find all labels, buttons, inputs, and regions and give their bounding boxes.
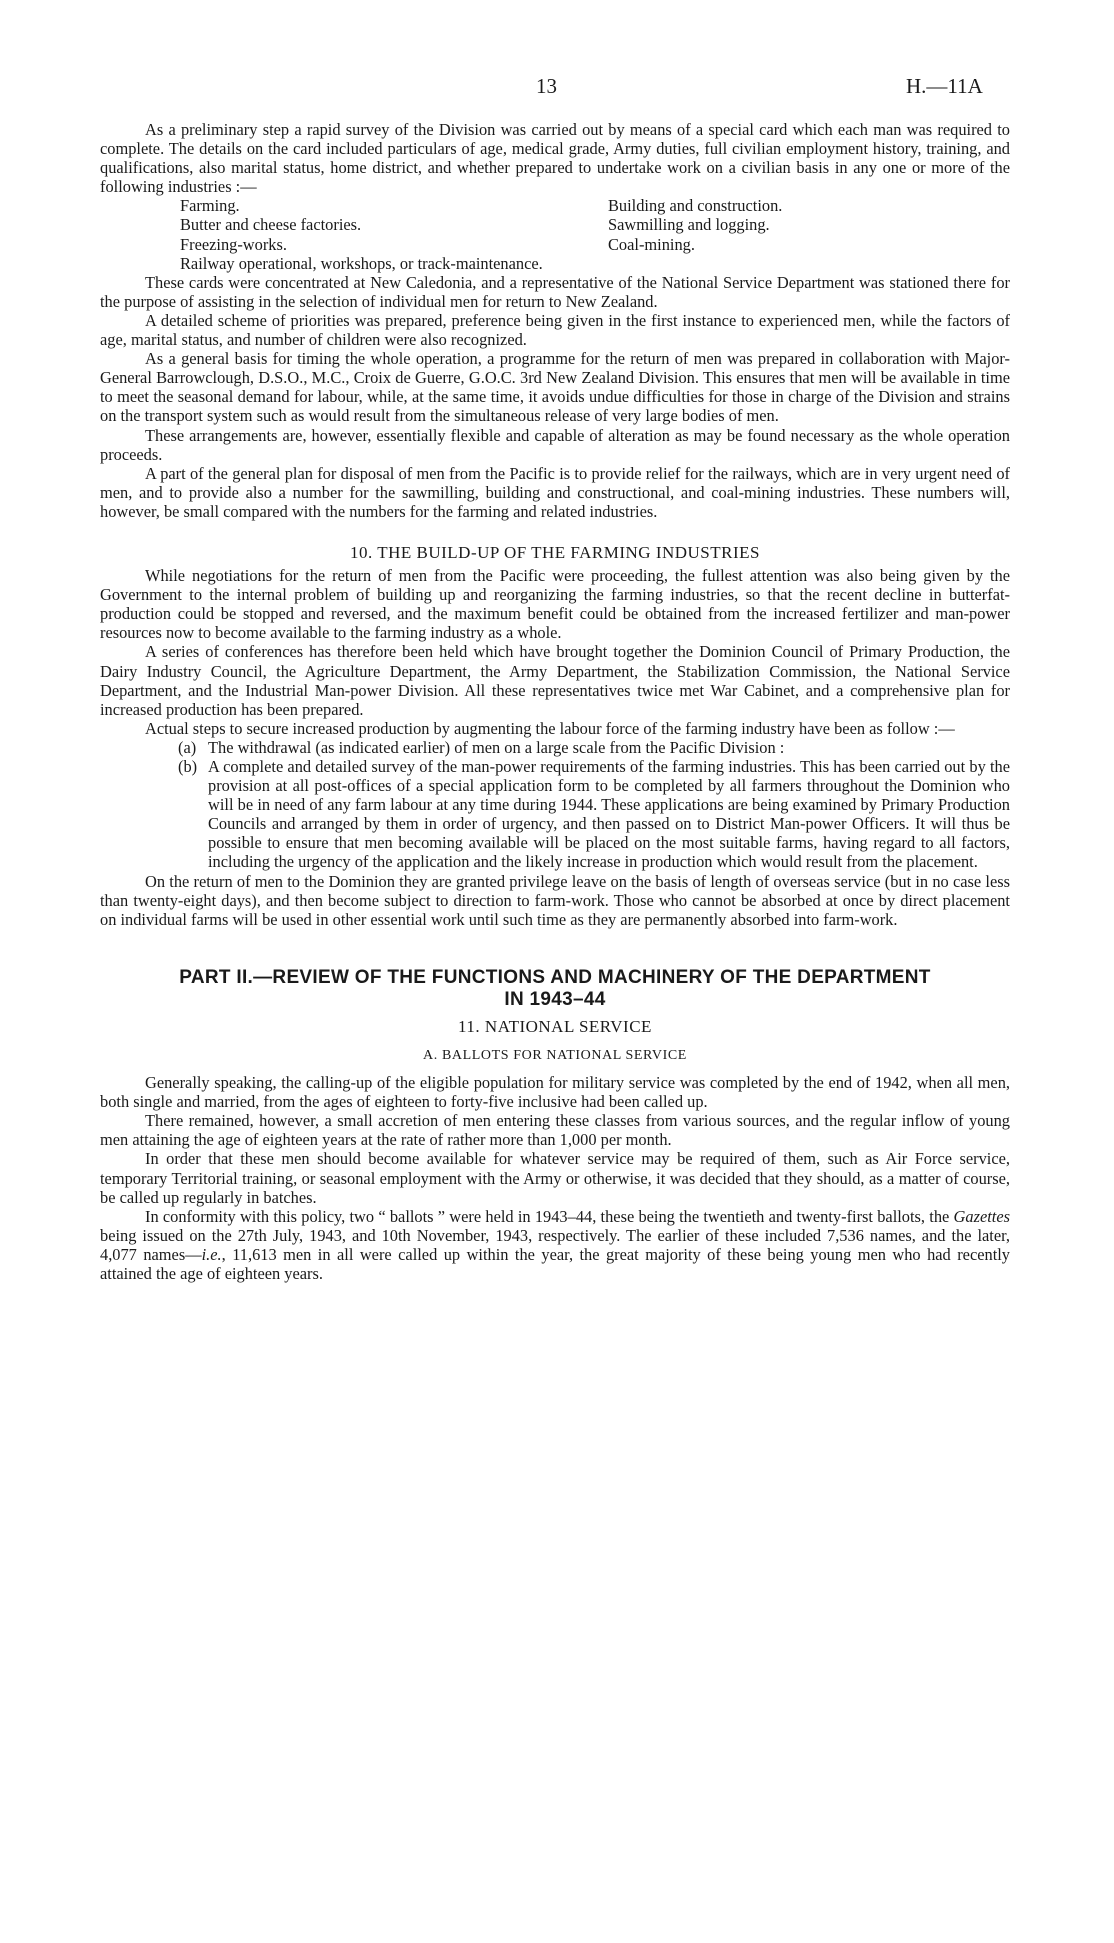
- industry-item: Butter and cheese factories.: [180, 215, 362, 235]
- page-number: 13: [536, 74, 557, 98]
- part-2-paragraph-2: There remained, however, a small accretion of men entering these classes from various sources, and the regular inflow of young men attaining the age of eighteen years at the rate of rather more than 1,000 per month.: [100, 1111, 1010, 1150]
- list-item-a: [178, 738, 1010, 757]
- industries-left-column: [100, 196, 600, 272]
- industry-item: Railway operational, workshops, or track-maintenance.: [180, 253, 543, 273]
- list-marker: (b): [178, 757, 198, 776]
- industries-list: [100, 196, 1010, 272]
- part-2-paragraph-1: Generally speaking, the calling-up of the eligible population for military service was completed by the end of 1942, when all men, both single and married, from the ages of eighteen to forty-five inclusive had been called up.: [100, 1073, 1010, 1112]
- text-run: , 11,613 men in all were called up within the year, the great majority of these being young men who had recently attained the age of eighteen years.: [100, 1244, 1010, 1283]
- intro-paragraph-3: A detailed scheme of priorities was prepared, preference being given in the first instance to experienced men, while the factors of age, marital status, and number of children were also recognized.: [100, 310, 1010, 350]
- intro-paragraph-2: These cards were concentrated at New Caledonia, and a representative of the National Service Department was stationed there for the purpose of assisting in the selection of individual men for return to New Zealand.: [100, 272, 1010, 311]
- industry-item: Freezing-works.: [180, 234, 287, 254]
- list-item-text: A complete and detailed survey of the man-power requirements of the farming industries. This has been carried out by the provision at all post-offices of a special application form to be completed by all farmers throughout the Dominion who will be in need of any farm labour at any time during 1944. These applications are being examined by Primary Production Councils and arranged by them in order of urgency, and then passed on to District Man-power Officers. It will thus be possible to ensure that men becoming available will be placed on the most suitable farms, having regard to all factors, including the urgency of the application and the likely increase in production which would result from the placement.: [208, 757, 1010, 872]
- part-2-heading: [100, 967, 1010, 1011]
- list-item-b: [178, 757, 1010, 872]
- section-10-paragraph-4: On the return of men to the Dominion they are granted privilege leave on the basis of length of overseas service (but in no case less than twenty-eight days), and then become subject to direction to farm-work. Those who cannot be absorbed at once by direct placement on individual farms will be used in other essential work until such time as they are permanently absorbed into farm-work.: [100, 871, 1010, 929]
- section-10-paragraph-1: While negotiations for the return of men from the Pacific were proceeding, the fullest attention was also being given by the Government to the internal problem of building up and reorganizing the farming industries, so that the recent decline in butterfat-production could be stopped and reversed, and the maximum benefit could be obtained from the increased fertilizer and man-power resources now to become available to the farming industry as a whole.: [100, 566, 1010, 643]
- list-item-text: The withdrawal (as indicated earlier) of men on a large scale from the Pacific Division :: [208, 737, 785, 757]
- industry-item: Farming.: [180, 196, 240, 216]
- section-10-paragraph-2: A series of conferences has therefore been held which have brought together the Dominion Council of Primary Production, the Dairy Industry Council, the Agriculture Department, the Army Department, the Stabilization Commission, the National Service Department, and the Industrial Man-power Division. All these representatives twice met War Cabinet, and a comprehensive plan for increased production has been prepared.: [100, 642, 1010, 719]
- text-run: being issued on the 27th July, 1943, and 10th November, 1943, respectively. The earlier of these included 7,536 names, and the later, 4,077 names—: [100, 1225, 1010, 1264]
- list-marker: (a): [178, 737, 197, 757]
- industry-item: Coal-mining.: [608, 234, 695, 254]
- intro-paragraph-4: As a general basis for timing the whole operation, a programme for the return of men was prepared in collaboration with Major-General Barrowclough, D.S.O., M.C., Croix de Guerre, G.O.C. 3rd New Zealand Division. This ensures that men will be available in time to meet the seasonal demand for labour, while, at the same time, it avoids undue difficulties for those in charge of the Division and strains on the transport system such as would result from the simultaneous release of very large bodies of men.: [100, 349, 1010, 426]
- part-2-heading-line-1: PART II.—REVIEW OF THE FUNCTIONS AND MACHINERY OF THE DEPARTMENT: [179, 966, 931, 988]
- section-10-paragraph-3: Actual steps to secure increased production by augmenting the labour force of the farming industry have been as follow :—: [145, 718, 955, 738]
- italic-gazettes: Gazettes: [953, 1206, 1010, 1226]
- text-run: In conformity with this policy, two “ ballots ” were held in 1943–44, these being the twentieth and twenty-first ballots, the: [145, 1206, 954, 1226]
- document-reference: H.—11A: [906, 74, 983, 98]
- intro-paragraph-5: These arrangements are, however, essentially flexible and capable of alteration as may be found necessary as the whole operation proceeds.: [100, 425, 1010, 464]
- industry-item: Building and construction.: [608, 196, 783, 216]
- part-2-paragraph-3: In order that these men should become available for whatever service may be required of them, such as Air Force service, temporary Territorial training, or seasonal employment with the Army or otherwise, it was decided that they should, as a matter of course, be called up regularly in batches.: [100, 1149, 1010, 1207]
- italic-ie: i.e.: [201, 1244, 222, 1264]
- part-2-heading-line-2: IN 1943–44: [504, 988, 606, 1010]
- industry-item: Sawmilling and logging.: [608, 215, 770, 235]
- section-11-heading: 11. NATIONAL SERVICE: [458, 1016, 652, 1036]
- intro-paragraph-6: A part of the general plan for disposal of men from the Pacific is to provide relief for the railways, which are in very urgent need of men, and to provide also a number for the sawmilling, building and constructional, and coal-mining industries. These numbers will, however, be small compared with the numbers for the farming and related industries.: [100, 463, 1010, 521]
- intro-paragraph-1: As a preliminary step a rapid survey of the Division was carried out by means of a special card which each man was required to complete. The details on the card included particulars of age, medical grade, Army duties, full civilian employment history, training, and qualifications, also marital status, home district, and whether prepared to undertake work on a civilian basis in any one or more of the following industries :—: [100, 120, 1010, 197]
- section-10-heading: 10. THE BUILD-UP OF THE FARMING INDUSTRIES: [350, 542, 760, 562]
- industries-right-column: [600, 196, 1010, 272]
- subsection-a-heading: A. BALLOTS FOR NATIONAL SERVICE: [423, 1047, 687, 1063]
- part-2-paragraph-4: [100, 1207, 1010, 1283]
- page-body: [100, 120, 1010, 1283]
